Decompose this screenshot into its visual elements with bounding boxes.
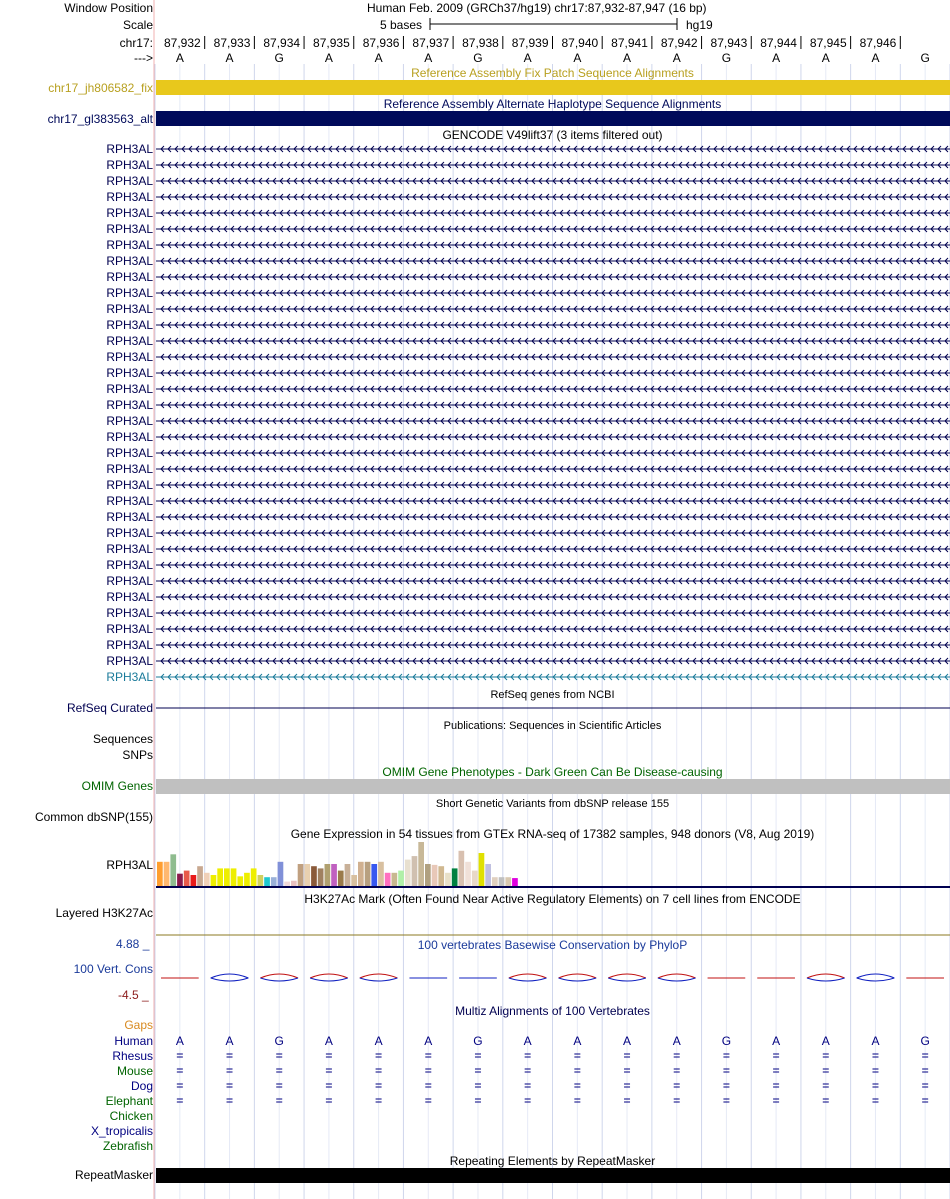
conservation-title[interactable]: 100 vertebrates Basewise Conservation by PhyloP <box>417 938 688 952</box>
gencode-transcript-label[interactable]: RPH3AL <box>106 302 153 316</box>
gencode-transcript-label[interactable]: RPH3AL <box>106 622 153 636</box>
gtex-tissue-bar[interactable] <box>211 875 217 886</box>
gtex-tissue-bar[interactable] <box>459 851 465 886</box>
gtex-tissue-bar[interactable] <box>479 853 485 886</box>
gtex-tissue-bar[interactable] <box>472 871 478 886</box>
base-letter: A <box>821 51 830 65</box>
gtex-tissue-bar[interactable] <box>412 856 418 886</box>
assembly-title: Human Feb. 2009 (GRCh37/hg19) chr17:87,932-87,947 (16 bp) <box>367 1 707 15</box>
multiz-gaps-label[interactable]: Gaps <box>124 1018 153 1032</box>
gtex-tissue-bar[interactable] <box>445 873 451 886</box>
gtex-tissue-bar[interactable] <box>418 842 424 886</box>
gtex-tissue-bar[interactable] <box>244 873 250 886</box>
gtex-tissue-bar[interactable] <box>177 874 183 886</box>
multiz-species-label[interactable]: Chicken <box>109 1109 153 1123</box>
multiz-human-base: A <box>424 1034 433 1048</box>
gencode-transcript-label[interactable]: RPH3AL <box>106 558 153 572</box>
base-letter: A <box>424 51 433 65</box>
gtex-tissue-bar[interactable] <box>217 868 223 886</box>
gencode-transcript-label[interactable]: RPH3AL <box>106 606 153 620</box>
gencode-transcript-label[interactable]: RPH3AL <box>106 158 153 172</box>
base-letter: A <box>573 51 582 65</box>
publications-sequences-label[interactable]: Sequences <box>92 732 153 746</box>
gtex-title[interactable]: Gene Expression in 54 tissues from GTEx RNA-seq of 17382 samples, 948 donors (V8, Aug 2019) <box>290 827 815 841</box>
publications-snps-label[interactable]: SNPs <box>122 748 153 762</box>
multiz-species-label[interactable]: Zebrafish <box>102 1139 153 1153</box>
gtex-tissue-bar[interactable] <box>311 866 317 886</box>
multiz-human-base: A <box>374 1034 383 1048</box>
gtex-tissue-bar[interactable] <box>512 878 518 886</box>
position-tick-label: 87,935 <box>313 36 350 50</box>
gtex-tissue-bar[interactable] <box>204 873 210 886</box>
gtex-tissue-bar[interactable] <box>365 862 371 886</box>
base-letter: G <box>920 51 930 65</box>
conservation-max-label: 4.88 _ <box>116 937 150 951</box>
gencode-transcript-label[interactable]: RPH3AL <box>106 190 153 204</box>
gtex-tissue-bar[interactable] <box>164 862 170 886</box>
position-tick-label: 87,934 <box>263 36 301 50</box>
strand-label: ---> <box>134 51 153 65</box>
multiz-human-base: A <box>772 1034 781 1048</box>
gtex-tissue-bar[interactable] <box>338 871 344 886</box>
gencode-transcript-label[interactable]: RPH3AL <box>106 542 153 556</box>
alt-haplotype-title[interactable]: Reference Assembly Alternate Haplotype Sequence Alignments <box>383 97 722 111</box>
gtex-tissue-bar[interactable] <box>157 862 163 886</box>
gtex-tissue-bar[interactable] <box>485 864 491 886</box>
multiz-species-label[interactable]: Rhesus <box>112 1049 153 1063</box>
scale-label: Scale <box>122 18 153 32</box>
conservation-label[interactable]: 100 Vert. Cons <box>73 962 153 976</box>
gtex-tissue-bar[interactable] <box>237 876 243 886</box>
gencode-transcript-label[interactable]: RPH3AL <box>106 430 153 444</box>
gencode-transcript-label[interactable]: RPH3AL <box>106 638 153 652</box>
base-letter: A <box>672 51 681 65</box>
base-letter: A <box>374 51 383 65</box>
multiz-human-base: G <box>920 1034 930 1048</box>
position-tick-label: 87,943 <box>710 36 748 50</box>
gtex-tissue-bar[interactable] <box>425 864 431 886</box>
gencode-transcript-label[interactable]: RPH3AL <box>106 318 153 332</box>
gencode-transcript-label[interactable]: RPH3AL <box>106 526 153 540</box>
dbsnp-label[interactable]: Common dbSNP(155) <box>34 810 153 824</box>
omim-label[interactable]: OMIM Genes <box>81 779 153 793</box>
gencode-transcript-label[interactable]: RPH3AL <box>106 398 153 412</box>
gencode-transcript-label[interactable]: RPH3AL <box>106 670 153 684</box>
position-tick-label: 87,940 <box>561 36 599 50</box>
repeatmasker-title[interactable]: Repeating Elements by RepeatMasker <box>449 1154 656 1168</box>
multiz-human-base: A <box>523 1034 532 1048</box>
gtex-tissue-bar[interactable] <box>438 866 444 886</box>
base-letter: G <box>473 51 483 65</box>
gtex-tissue-bar[interactable] <box>432 865 438 886</box>
position-tick-label: 87,936 <box>362 36 400 50</box>
gencode-transcript-label[interactable]: RPH3AL <box>106 446 153 460</box>
gencode-transcript-label[interactable]: RPH3AL <box>106 462 153 476</box>
position-tick-label: 87,933 <box>213 36 251 50</box>
gencode-transcript-label[interactable]: RPH3AL <box>106 590 153 604</box>
position-tick-label: 87,932 <box>163 36 201 50</box>
gencode-title[interactable]: GENCODE V49lift37 (3 items filtered out) <box>442 128 663 142</box>
multiz-human-base: A <box>821 1034 830 1048</box>
gencode-transcript-label[interactable]: RPH3AL <box>106 478 153 492</box>
multiz-species-label[interactable]: Elephant <box>105 1094 153 1108</box>
position-tick-label: 87,942 <box>660 36 698 50</box>
gencode-transcript-label[interactable]: RPH3AL <box>106 206 153 220</box>
publications-title[interactable]: Publications: Sequences in Scientific Articles <box>443 720 662 732</box>
repeatmasker-bar[interactable] <box>156 1168 950 1183</box>
position-tick-label: 87,939 <box>511 36 549 50</box>
gtex-tissue-bar[interactable] <box>345 864 351 886</box>
h3k27ac-title[interactable]: H3K27Ac Mark (Often Found Near Active Regulatory Elements) on 7 cell lines from ENCODE <box>304 892 801 906</box>
gtex-tissue-bar[interactable] <box>284 882 290 886</box>
alt-haplotype-bar[interactable] <box>156 111 950 126</box>
multiz-title[interactable]: Multiz Alignments of 100 Vertebrates <box>455 1004 650 1018</box>
gencode-transcript-label[interactable]: RPH3AL <box>106 222 153 236</box>
gencode-transcript-label[interactable]: RPH3AL <box>106 334 153 348</box>
gtex-tissue-bar[interactable] <box>271 877 277 886</box>
scale-bar <box>430 18 677 30</box>
gencode-transcript-label[interactable]: RPH3AL <box>106 366 153 380</box>
base-letter: A <box>623 51 632 65</box>
multiz-human-base: A <box>871 1034 880 1048</box>
gtex-tissue-bar[interactable] <box>505 877 511 886</box>
h3k27ac-label[interactable]: Layered H3K27Ac <box>55 906 153 920</box>
base-letter: G <box>721 51 732 65</box>
refseq-title[interactable]: RefSeq genes from NCBI <box>490 689 615 701</box>
fix-patch-bar[interactable] <box>156 80 950 95</box>
gencode-transcript-label[interactable]: RPH3AL <box>106 142 153 156</box>
multiz-human-base: A <box>324 1034 333 1048</box>
gencode-transcript-label[interactable]: RPH3AL <box>106 286 153 300</box>
gtex-tissue-bar[interactable] <box>258 875 264 886</box>
multiz-human-base: A <box>225 1034 234 1048</box>
base-letter: G <box>274 51 284 65</box>
gtex-tissue-bar[interactable] <box>398 871 404 886</box>
fix-patch-title[interactable]: Reference Assembly Fix Patch Sequence Alignments <box>411 66 694 80</box>
gtex-tissue-bar[interactable] <box>452 868 458 886</box>
gtex-tissue-bar[interactable] <box>298 864 304 886</box>
gtex-tissue-bar[interactable] <box>184 871 190 886</box>
position-tick-label: 87,937 <box>412 36 450 50</box>
gencode-transcript-label[interactable]: RPH3AL <box>106 654 153 668</box>
position-tick-label: 87,946 <box>859 36 897 50</box>
refseq-label[interactable]: RefSeq Curated <box>66 701 153 715</box>
base-letter: A <box>175 51 184 65</box>
multiz-species-label[interactable]: Human <box>114 1034 153 1048</box>
multiz-human-base: A <box>175 1034 184 1048</box>
gencode-transcript-label[interactable]: RPH3AL <box>106 494 153 508</box>
scale-db: hg19 <box>686 18 713 32</box>
base-letter: A <box>225 51 234 65</box>
gencode-transcript-label[interactable]: RPH3AL <box>106 238 153 252</box>
gtex-tissue-bar[interactable] <box>264 877 270 886</box>
gencode-transcript-label[interactable]: RPH3AL <box>106 270 153 284</box>
gtex-tissue-bar[interactable] <box>492 877 498 886</box>
gencode-transcript-label[interactable]: RPH3AL <box>106 414 153 428</box>
window-position-label: Window Position <box>64 1 153 15</box>
multiz-species-label[interactable]: X_tropicalis <box>90 1124 153 1138</box>
position-tick-label: 87,938 <box>462 36 499 50</box>
gtex-tissue-bar[interactable] <box>392 873 398 886</box>
base-letter: A <box>523 51 532 65</box>
gtex-tissue-bar[interactable] <box>318 868 324 886</box>
multiz-human-base: G <box>473 1034 483 1048</box>
base-guidelines <box>155 64 950 1199</box>
multiz-human-base: G <box>274 1034 284 1048</box>
gtex-tissue-bar[interactable] <box>231 868 237 886</box>
position-tick-label: 87,945 <box>809 36 847 50</box>
position-tick-label: 87,944 <box>760 36 797 50</box>
gtex-tissue-bar[interactable] <box>385 873 391 886</box>
gtex-tissue-bar[interactable] <box>465 862 471 886</box>
base-letter: A <box>772 51 781 65</box>
multiz-human-base: A <box>573 1034 582 1048</box>
conservation-min-label: -4.5 _ <box>118 988 149 1002</box>
gencode-transcript-label[interactable]: RPH3AL <box>106 174 153 188</box>
chrom-label: chr17: <box>119 36 153 50</box>
repeatmasker-label[interactable]: RepeatMasker <box>74 1168 153 1182</box>
gencode-transcript-label[interactable]: RPH3AL <box>106 382 153 396</box>
gtex-tissue-bar[interactable] <box>325 864 331 886</box>
gtex-tissue-bar[interactable] <box>251 868 257 886</box>
omim-bar[interactable] <box>156 779 950 794</box>
gtex-tissue-bar[interactable] <box>191 875 197 886</box>
gencode-transcript-label[interactable]: RPH3AL <box>106 574 153 588</box>
multiz-human-base: A <box>672 1034 681 1048</box>
gtex-tissue-bar[interactable] <box>371 864 377 886</box>
multiz-human-base: G <box>721 1034 732 1048</box>
gtex-tissue-bar[interactable] <box>378 862 384 886</box>
multiz-human-base: A <box>623 1034 632 1048</box>
gtex-tissue-bar[interactable] <box>170 854 176 886</box>
base-letter: A <box>871 51 880 65</box>
position-tick-label: 87,941 <box>611 36 648 50</box>
gtex-tissue-bar[interactable] <box>278 862 284 886</box>
gtex-label[interactable]: RPH3AL <box>106 858 153 872</box>
gtex-tissue-bar[interactable] <box>304 864 310 886</box>
omim-title[interactable]: OMIM Gene Phenotypes - Dark Green Can Be Disease-causing <box>382 765 723 779</box>
fix-patch-label[interactable]: chr17_jh806582_fix <box>48 81 153 95</box>
alt-haplotype-label[interactable]: chr17_gl383563_alt <box>47 112 153 126</box>
scale-text: 5 bases <box>380 18 423 32</box>
gtex-tissue-bar[interactable] <box>351 875 357 886</box>
gtex-tissue-bar[interactable] <box>358 862 364 886</box>
gtex-tissue-bar[interactable] <box>331 864 337 886</box>
multiz-species-label[interactable]: Dog <box>130 1079 153 1093</box>
gtex-tissue-bar[interactable] <box>405 860 411 886</box>
gtex-tissue-bar[interactable] <box>499 877 505 886</box>
dbsnp-title[interactable]: Short Genetic Variants from dbSNP release 155 <box>435 798 670 810</box>
gtex-tissue-bar[interactable] <box>291 881 297 886</box>
gencode-transcript-label[interactable]: RPH3AL <box>106 254 153 268</box>
gencode-transcript-label[interactable]: RPH3AL <box>106 510 153 524</box>
base-letter: A <box>324 51 333 65</box>
multiz-species-label[interactable]: Mouse <box>116 1064 153 1078</box>
gtex-tissue-bar[interactable] <box>224 868 230 886</box>
gencode-transcript-label[interactable]: RPH3AL <box>106 350 153 364</box>
gtex-tissue-bar[interactable] <box>197 866 203 886</box>
